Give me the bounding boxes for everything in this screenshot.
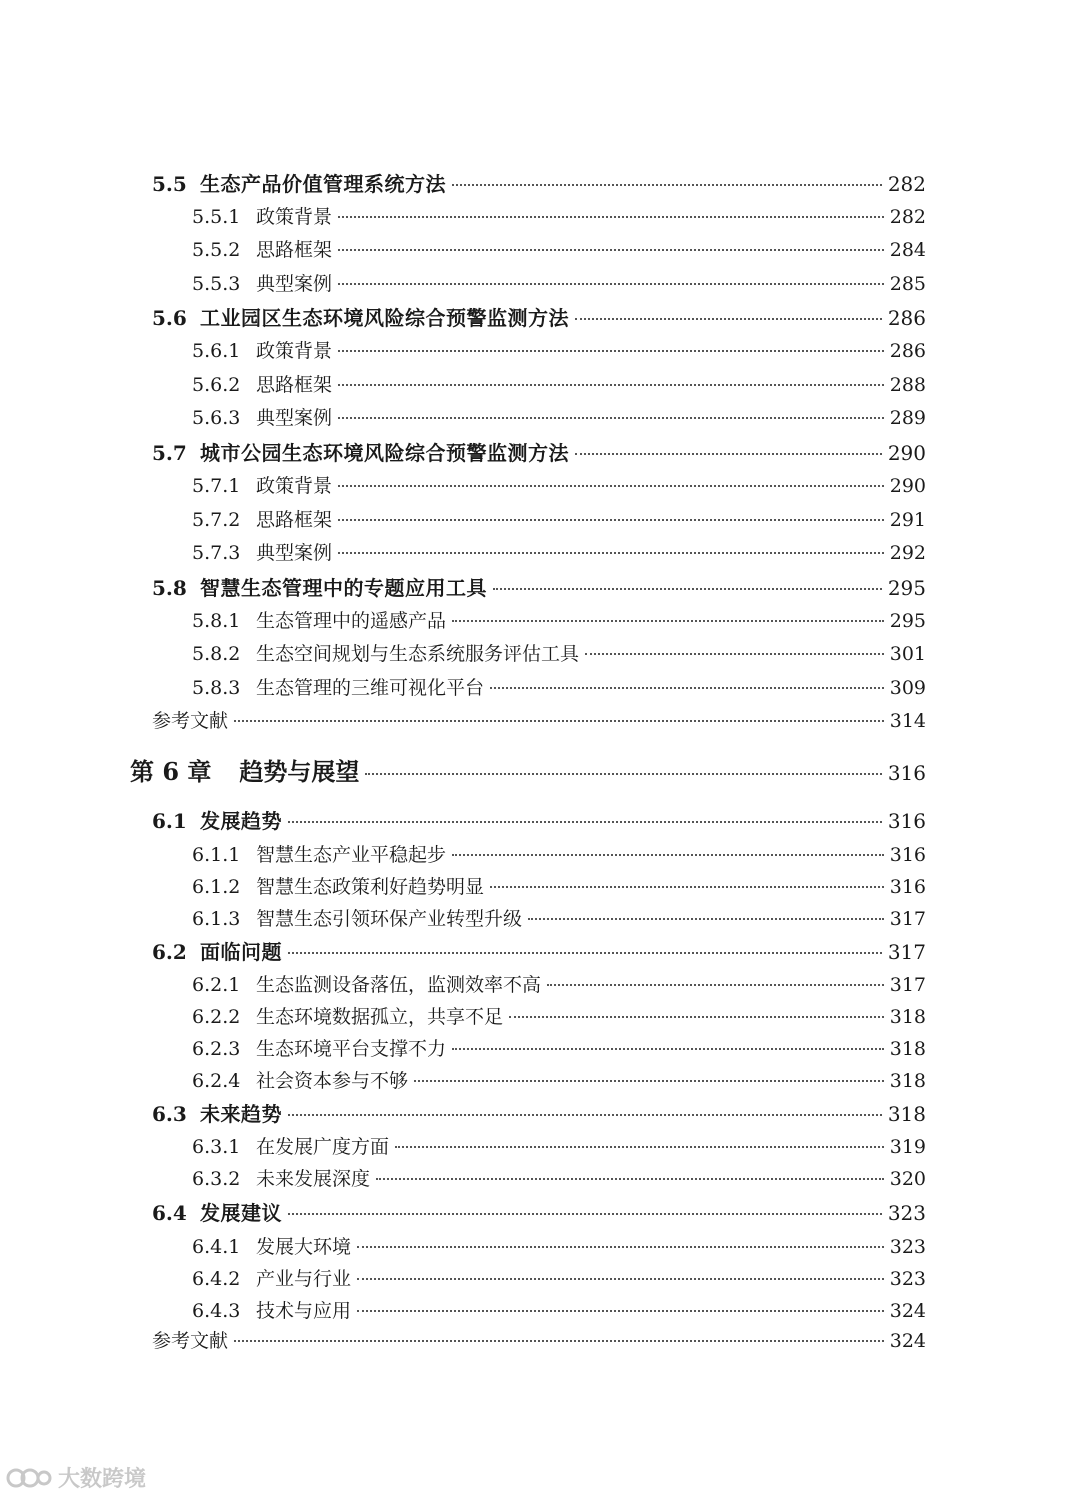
toc-entry-page: 295 (889, 610, 926, 632)
toc-entry-title: 生态空间规划与生态系统服务评估工具 (256, 643, 580, 665)
toc-entry[interactable] (192, 403, 926, 430)
toc-entry-number: 5.8 (152, 576, 187, 600)
toc-entry-title: 发展趋势 (200, 809, 282, 833)
toc-entry-page: 282 (887, 172, 926, 196)
toc-entry-number: 6.4.1 (192, 1236, 241, 1258)
watermark (6, 1462, 146, 1493)
toc-entry-page: 290 (889, 475, 926, 497)
toc-entry-title: 政策背景 (256, 206, 333, 228)
toc-entry-number: 6.2.4 (192, 1070, 241, 1092)
toc-entry-page: 317 (887, 940, 926, 964)
toc-entry-title: 生态环境平台支撑不力 (256, 1038, 447, 1060)
toc-entry-title: 典型案例 (256, 407, 333, 429)
toc-entry-number: 6.1.2 (192, 876, 241, 898)
toc-entry-title: 政策背景 (256, 475, 333, 497)
toc-entry-number: 6.2.3 (192, 1038, 241, 1060)
dot-leader (395, 1146, 884, 1148)
toc-entry-title: 技术与应用 (256, 1300, 352, 1322)
toc-entry[interactable] (152, 572, 926, 601)
toc-entry-title: 智慧生态管理中的专题应用工具 (200, 576, 487, 600)
toc-entry[interactable] (192, 1164, 926, 1191)
dot-leader (490, 687, 884, 689)
dot-leader (490, 886, 884, 888)
toc-entry-title: 思路框架 (256, 509, 333, 531)
dot-leader (452, 854, 884, 856)
dot-leader (376, 1178, 884, 1180)
toc-entry-title: 生态监测设备落伍，监测效率不高 (256, 974, 542, 996)
toc-entry-page: 318 (889, 1006, 926, 1028)
toc-entry-title: 产业与行业 (256, 1268, 352, 1290)
toc-entry-title: 思路框架 (256, 239, 333, 261)
toc-entry-page: 288 (889, 374, 926, 396)
toc-entry-number: 5.5.2 (192, 239, 241, 261)
toc-entry[interactable] (192, 1034, 926, 1061)
toc-entry-page: 323 (887, 1201, 926, 1225)
toc-entry[interactable] (152, 706, 926, 733)
toc-entry[interactable] (192, 1264, 926, 1291)
dot-leader (575, 453, 882, 455)
toc-entry[interactable] (192, 1232, 926, 1259)
toc-entry-number: 5.5.3 (192, 273, 241, 295)
toc-entry[interactable] (192, 538, 926, 565)
dot-leader (288, 1114, 882, 1116)
toc-entry-number: 6.1.1 (192, 844, 241, 866)
toc-entry-page: 317 (889, 974, 926, 996)
toc-entry-page: 289 (889, 407, 926, 429)
toc-entry-number: 6.4.3 (192, 1300, 241, 1322)
toc-entry-number: 5.8.1 (192, 610, 241, 632)
toc-entry-page: 318 (889, 1038, 926, 1060)
toc-entry-title: 发展大环境 (256, 1236, 352, 1258)
toc-entry-title: 面临问题 (200, 940, 282, 964)
dot-leader (288, 1213, 882, 1215)
toc-entry-page: 323 (889, 1268, 926, 1290)
toc-entry-title: 城市公园生态环境风险综合预警监测方法 (200, 441, 569, 465)
dot-leader (338, 350, 884, 352)
toc-entry-number: 5.6.1 (192, 340, 241, 362)
toc-entry-page: 292 (889, 542, 926, 564)
toc-entry-number: 5.7.1 (192, 475, 241, 497)
dot-leader (288, 952, 882, 954)
dot-leader (493, 588, 882, 590)
toc-entry[interactable] (152, 1098, 926, 1127)
toc-entry-page: 285 (889, 273, 926, 295)
toc-entry[interactable] (192, 1066, 926, 1093)
toc-entry[interactable] (130, 752, 926, 787)
toc-entry[interactable] (192, 970, 926, 997)
dot-leader (234, 720, 884, 722)
toc-entry-number: 6.3 (152, 1102, 187, 1126)
toc-entry[interactable] (192, 202, 926, 229)
toc-entry-page: 282 (889, 206, 926, 228)
toc-entry[interactable] (192, 840, 926, 867)
toc-entry[interactable] (192, 336, 926, 363)
toc-entry[interactable] (152, 168, 926, 197)
dot-leader (338, 485, 884, 487)
logo-icon (6, 1463, 52, 1493)
toc-entry-number: 6.1 (152, 809, 187, 833)
toc-entry-page: 316 (887, 761, 926, 785)
toc-entry-page: 319 (889, 1136, 926, 1158)
toc-entry-page: 286 (887, 306, 926, 330)
toc-entry[interactable] (192, 1132, 926, 1159)
toc-entry-page: 290 (887, 441, 926, 465)
dot-leader (357, 1310, 884, 1312)
toc-entry-page: 318 (887, 1102, 926, 1126)
dot-leader (414, 1080, 884, 1082)
toc-entry-number: 6.2.2 (192, 1006, 241, 1028)
dot-leader (452, 184, 882, 186)
toc-entry-number: 5.8.3 (192, 677, 241, 699)
toc-entry-number: 5.6.3 (192, 407, 241, 429)
toc-entry-page: 316 (889, 844, 926, 866)
toc-entry-title: 发展建议 (200, 1201, 282, 1225)
toc-entry-number: 5.6 (152, 306, 187, 330)
toc-entry-title: 社会资本参与不够 (256, 1070, 409, 1092)
toc-entry-title: 典型案例 (256, 273, 333, 295)
toc-entry-title: 思路框架 (256, 374, 333, 396)
toc-entry-number: 6.3.1 (192, 1136, 241, 1158)
toc-entry-page: 324 (889, 1300, 926, 1322)
dot-leader (338, 417, 884, 419)
toc-entry-title: 未来发展深度 (256, 1168, 371, 1190)
toc-entry-number: 5.7.3 (192, 542, 241, 564)
dot-leader (357, 1246, 884, 1248)
toc-entry-number: 5.5 (152, 172, 187, 196)
toc-entry-title: 在发展广度方面 (256, 1136, 390, 1158)
toc-entry-page: 295 (887, 576, 926, 600)
dot-leader (365, 773, 881, 775)
toc-entry-number: 5.6.2 (192, 374, 241, 396)
toc-entry-title: 典型案例 (256, 542, 333, 564)
toc-entry-title: 参考文献 (152, 710, 229, 732)
toc-entry-number: 第 6 章 (130, 757, 212, 786)
dot-leader (288, 821, 882, 823)
toc-entry[interactable] (192, 505, 926, 532)
toc-entry[interactable] (192, 673, 926, 700)
toc-entry-title: 智慧生态政策利好趋势明显 (256, 876, 485, 898)
dot-leader (357, 1278, 884, 1280)
dot-leader (528, 918, 884, 920)
toc-entry[interactable] (192, 269, 926, 296)
dot-leader (509, 1016, 884, 1018)
dot-leader (338, 552, 884, 554)
toc-entry-number: 6.4 (152, 1201, 187, 1225)
dot-leader (547, 984, 884, 986)
dot-leader (452, 1048, 884, 1050)
dot-leader (338, 384, 884, 386)
toc-entry-page: 286 (889, 340, 926, 362)
toc-entry-page: 320 (889, 1168, 926, 1190)
toc-entry-title: 趋势与展望 (239, 757, 360, 786)
toc-entry-page: 316 (889, 876, 926, 898)
toc-entry-page: 323 (889, 1236, 926, 1258)
dot-leader (338, 249, 884, 251)
toc-entry-number: 6.2 (152, 940, 187, 964)
toc-entry-title: 生态管理中的遥感产品 (256, 610, 447, 632)
toc-entry-page: 318 (889, 1070, 926, 1092)
toc-entry-title: 参考文献 (152, 1330, 229, 1352)
toc-entry-page: 309 (889, 677, 926, 699)
toc-entry-title: 工业园区生态环境风险综合预警监测方法 (200, 306, 569, 330)
toc-entry[interactable] (192, 235, 926, 262)
toc-entry[interactable] (152, 1326, 926, 1353)
toc-entry-title: 智慧生态产业平稳起步 (256, 844, 447, 866)
toc-entry-title: 政策背景 (256, 340, 333, 362)
toc-entry[interactable] (192, 606, 926, 633)
toc-entry[interactable] (152, 1197, 926, 1226)
toc-entry-number: 6.3.2 (192, 1168, 241, 1190)
dot-leader (338, 283, 884, 285)
toc-entry-page: 316 (887, 809, 926, 833)
toc-entry[interactable] (152, 437, 926, 466)
toc-entry[interactable] (192, 1296, 926, 1323)
toc-entry-title: 智慧生态引领环保产业转型升级 (256, 908, 523, 930)
watermark-text: 大数跨境 (58, 1467, 147, 1492)
toc-entry-page: 317 (889, 908, 926, 930)
toc-entry[interactable] (192, 639, 926, 666)
toc-entry-number: 5.7 (152, 441, 187, 465)
toc-entry-number: 6.4.2 (192, 1268, 241, 1290)
toc-entry-title: 未来趋势 (200, 1102, 282, 1126)
toc-entry-page: 314 (889, 710, 926, 732)
toc-entry-number: 6.2.1 (192, 974, 241, 996)
toc-entry[interactable] (192, 872, 926, 899)
dot-leader (452, 620, 884, 622)
toc-entry-number: 6.1.3 (192, 908, 241, 930)
toc-entry-title: 生态环境数据孤立，共享不足 (256, 1006, 504, 1028)
toc-entry-number: 5.8.2 (192, 643, 241, 665)
toc-entry-page: 284 (889, 239, 926, 261)
dot-leader (234, 1340, 884, 1342)
dot-leader (585, 653, 884, 655)
toc-entry-title: 生态管理的三维可视化平台 (256, 677, 485, 699)
dot-leader (338, 519, 884, 521)
toc-entry[interactable] (192, 471, 926, 498)
dot-leader (575, 318, 882, 320)
toc-entry[interactable] (192, 904, 926, 931)
toc-entry[interactable] (152, 302, 926, 331)
toc-entry-number: 5.7.2 (192, 509, 241, 531)
toc-entry-page: 291 (889, 509, 926, 531)
toc-entry-title: 生态产品价值管理系统方法 (200, 172, 446, 196)
toc-entry[interactable] (152, 805, 926, 834)
toc-entry-number: 5.5.1 (192, 206, 241, 228)
toc-entry-page: 324 (889, 1330, 926, 1352)
toc-entry[interactable] (192, 1002, 926, 1029)
toc-entry-page: 301 (889, 643, 926, 665)
dot-leader (338, 216, 884, 218)
toc-entry[interactable] (192, 370, 926, 397)
toc-entry[interactable] (152, 936, 926, 965)
